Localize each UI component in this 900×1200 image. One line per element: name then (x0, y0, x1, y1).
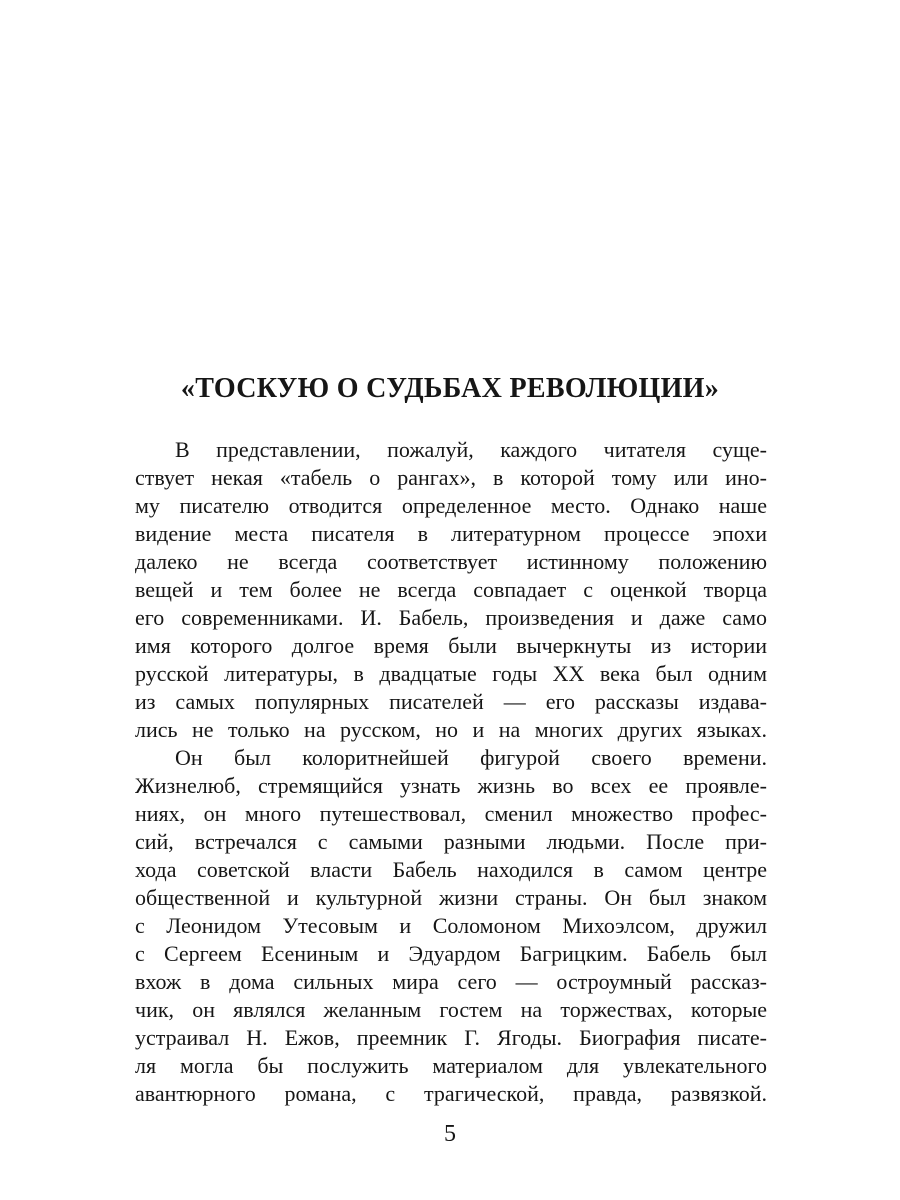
text-line: из самых популярных писателей — его рассказы издава- (135, 689, 767, 714)
text-line: лись не только на русском, но и на многих других языках. (135, 717, 767, 742)
text-line: с Леонидом Утесовым и Соломоном Михоэлсом, дружил (135, 913, 767, 938)
page-number: 5 (444, 1121, 456, 1147)
text-line: чик, он являлся желанным гостем на торжествах, которые (135, 997, 767, 1022)
text-line: му писателю отводится определенное место. Однако наше (135, 493, 767, 518)
text-line: сий, встречался с самыми разными людьми. После при- (135, 829, 767, 854)
body-text (135, 436, 767, 1108)
text-line: ниях, он много путешествовал, сменил множество профес- (135, 801, 767, 826)
text-line: Жизнелюб, стремящийся узнать жизнь во всех ее проявле- (135, 773, 767, 798)
text-line: Он был колоритнейшей фигурой своего времени. (175, 745, 767, 770)
text-line: вещей и тем более не всегда совпадает с оценкой творца (135, 577, 767, 602)
text-line: с Сергеем Есениным и Эдуардом Багрицким. Бабель был (135, 941, 767, 966)
text-line: В представлении, пожалуй, каждого читателя суще- (175, 437, 767, 462)
text-line: ствует некая «табель о рангах», в которой тому или ино- (135, 465, 767, 490)
text-line: русской литературы, в двадцатые годы XX века был одним (135, 661, 767, 686)
text-line: хода советской власти Бабель находился в самом центре (135, 857, 767, 882)
text-line: далеко не всегда соответствует истинному положению (135, 549, 767, 574)
text-line: авантюрного романа, с трагической, правда, развязкой. (135, 1081, 767, 1106)
text-line: его современниками. И. Бабель, произведения и даже само (135, 605, 767, 630)
text-line: имя которого долгое время были вычеркнуты из истории (135, 633, 767, 658)
chapter-title: «ТОСКУЮ О СУДЬБАХ РЕВОЛЮЦИИ» (180, 373, 720, 404)
text-line: общественной и культурной жизни страны. Он был знаком (135, 885, 767, 910)
text-line: вхож в дома сильных мира сего — остроумный рассказ- (135, 969, 767, 994)
text-line: устраивал Н. Ежов, преемник Г. Ягоды. Биография писате- (135, 1025, 767, 1050)
text-line: ля могла бы послужить материалом для увлекательного (135, 1053, 767, 1078)
text-line: видение места писателя в литературном процессе эпохи (135, 521, 767, 546)
